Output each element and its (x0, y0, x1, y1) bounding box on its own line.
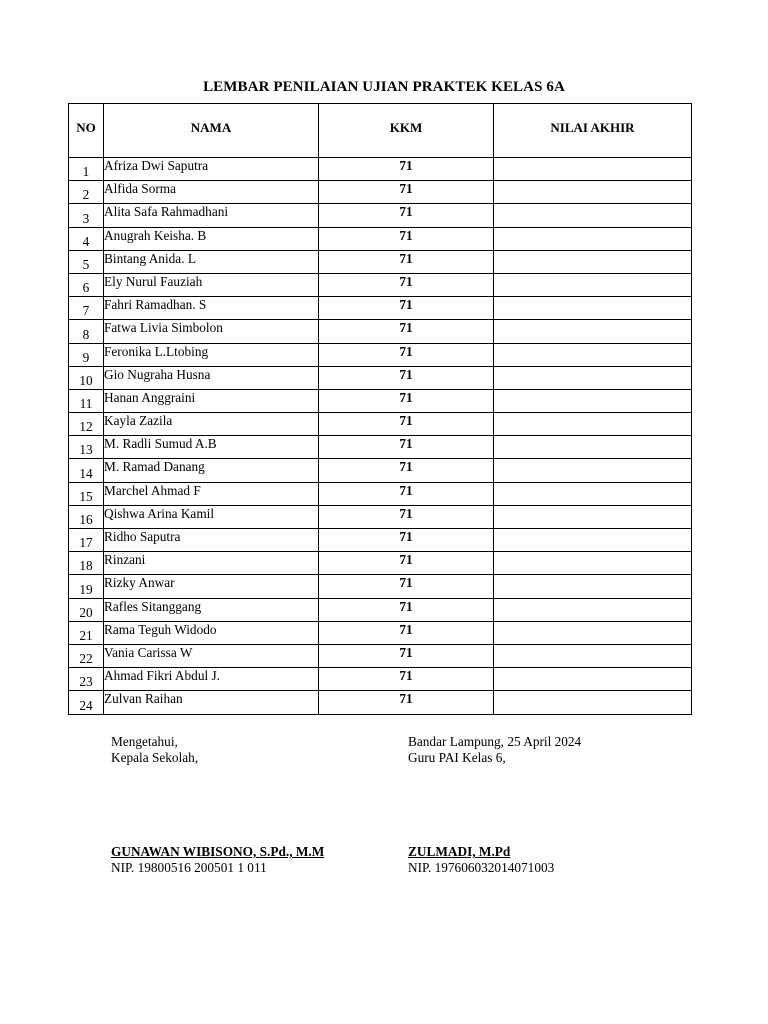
table-header-row (69, 104, 692, 158)
final-score-cell (494, 343, 692, 366)
row-number: 2 (69, 181, 104, 204)
final-score-cell (494, 250, 692, 273)
final-score-cell (494, 158, 692, 181)
kkm-value: 71 (319, 505, 494, 528)
signature-block-principal (111, 734, 324, 875)
row-number: 20 (69, 598, 104, 621)
header-kkm: KKM (319, 104, 494, 158)
row-number: 9 (69, 343, 104, 366)
kkm-value: 71 (319, 366, 494, 389)
row-number: 4 (69, 227, 104, 250)
signature-block-teacher (408, 734, 581, 875)
kkm-value: 71 (319, 459, 494, 482)
header-nama: NAMA (104, 104, 319, 158)
student-name: Alita Safa Rahmadhani (104, 204, 319, 227)
table-row (69, 227, 692, 250)
table-row (69, 691, 692, 714)
kkm-value: 71 (319, 389, 494, 412)
grade-table (68, 103, 692, 715)
table-row (69, 366, 692, 389)
row-number: 22 (69, 644, 104, 667)
table-row (69, 482, 692, 505)
student-name: Fahri Ramadhan. S (104, 297, 319, 320)
table-row (69, 250, 692, 273)
student-name: Rinzani (104, 552, 319, 575)
row-number: 5 (69, 250, 104, 273)
row-number: 13 (69, 436, 104, 459)
kkm-value: 71 (319, 204, 494, 227)
table-row (69, 459, 692, 482)
final-score-cell (494, 644, 692, 667)
final-score-cell (494, 273, 692, 296)
kkm-value: 71 (319, 529, 494, 552)
principal-name: GUNAWAN WIBISONO, S.Pd., M.M (111, 844, 325, 859)
principal-nip: NIP. 19800516 200501 1 011 (111, 859, 267, 875)
table-row (69, 389, 692, 412)
final-score-cell (494, 459, 692, 482)
row-number: 14 (69, 459, 104, 482)
student-name: M. Ramad Danang (104, 459, 319, 482)
header-no: NO (69, 104, 104, 158)
final-score-cell (494, 436, 692, 459)
student-name: Afriza Dwi Saputra (104, 158, 319, 181)
header-nilai-akhir: NILAI AKHIR (494, 104, 692, 158)
final-score-cell (494, 482, 692, 505)
student-name: M. Radli Sumud A.B (104, 436, 319, 459)
row-number: 10 (69, 366, 104, 389)
kkm-value: 71 (319, 644, 494, 667)
row-number: 17 (69, 529, 104, 552)
table-row (69, 343, 692, 366)
kkm-value: 71 (319, 668, 494, 691)
table-row (69, 158, 692, 181)
final-score-cell (494, 552, 692, 575)
final-score-cell (494, 668, 692, 691)
final-score-cell (494, 691, 692, 714)
table-row (69, 320, 692, 343)
kkm-value: 71 (319, 320, 494, 343)
row-number: 8 (69, 320, 104, 343)
principal-role: Kepala Sekolah, (111, 749, 199, 765)
student-name: Rafles Sitanggang (104, 598, 319, 621)
table-row (69, 505, 692, 528)
kkm-value: 71 (319, 343, 494, 366)
teacher-name: ZULMADI, M.Pd (408, 844, 511, 859)
row-number: 19 (69, 575, 104, 598)
table-row (69, 529, 692, 552)
kkm-value: 71 (319, 413, 494, 436)
kkm-value: 71 (319, 227, 494, 250)
final-score-cell (494, 621, 692, 644)
row-number: 15 (69, 482, 104, 505)
kkm-value: 71 (319, 436, 494, 459)
table-row (69, 575, 692, 598)
row-number: 16 (69, 505, 104, 528)
final-score-cell (494, 297, 692, 320)
table-row (69, 621, 692, 644)
student-name: Ridho Saputra (104, 529, 319, 552)
student-name: Fatwa Livia Simbolon (104, 320, 319, 343)
kkm-value: 71 (319, 691, 494, 714)
student-name: Ahmad Fikri Abdul J. (104, 668, 319, 691)
row-number: 1 (69, 158, 104, 181)
final-score-cell (494, 529, 692, 552)
kkm-value: 71 (319, 621, 494, 644)
student-name: Vania Carissa W (104, 644, 319, 667)
student-name: Bintang Anida. L (104, 250, 319, 273)
table-row (69, 598, 692, 621)
kkm-value: 71 (319, 250, 494, 273)
table-row (69, 552, 692, 575)
table-row (69, 644, 692, 667)
student-name: Marchel Ahmad F (104, 482, 319, 505)
final-score-cell (494, 181, 692, 204)
row-number: 11 (69, 389, 104, 412)
document-title: LEMBAR PENILAIAN UJIAN PRAKTEK KELAS 6A (203, 79, 565, 95)
row-number: 12 (69, 413, 104, 436)
table-row (69, 436, 692, 459)
student-name: Rizky Anwar (104, 575, 319, 598)
student-name: Kayla Zazila (104, 413, 319, 436)
row-number: 18 (69, 552, 104, 575)
final-score-cell (494, 505, 692, 528)
kkm-value: 71 (319, 181, 494, 204)
kkm-value: 71 (319, 598, 494, 621)
kkm-value: 71 (319, 158, 494, 181)
row-number: 24 (69, 691, 104, 714)
table-row (69, 297, 692, 320)
student-name: Alfida Sorma (104, 181, 319, 204)
final-score-cell (494, 598, 692, 621)
student-name: Qishwa Arina Kamil (104, 505, 319, 528)
row-number: 23 (69, 668, 104, 691)
student-name: Hanan Anggraini (104, 389, 319, 412)
table-row (69, 273, 692, 296)
kkm-value: 71 (319, 552, 494, 575)
student-name: Rama Teguh Widodo (104, 621, 319, 644)
acknowledged-label: Mengetahui, (111, 734, 178, 749)
place-date: Bandar Lampung, 25 April 2024 (408, 734, 582, 749)
teacher-role: Guru PAI Kelas 6, (408, 749, 506, 765)
student-name: Gio Nugraha Husna (104, 366, 319, 389)
row-number: 6 (69, 273, 104, 296)
table-row (69, 204, 692, 227)
student-name: Ely Nurul Fauziah (104, 273, 319, 296)
student-name: Anugrah Keisha. B (104, 227, 319, 250)
kkm-value: 71 (319, 482, 494, 505)
final-score-cell (494, 320, 692, 343)
table-body (69, 158, 692, 715)
row-number: 7 (69, 297, 104, 320)
teacher-nip: NIP. 197606032014071003 (408, 859, 555, 875)
row-number: 21 (69, 621, 104, 644)
kkm-value: 71 (319, 297, 494, 320)
table-row (69, 181, 692, 204)
table-row (69, 413, 692, 436)
kkm-value: 71 (319, 575, 494, 598)
kkm-value: 71 (319, 273, 494, 296)
final-score-cell (494, 204, 692, 227)
table-row (69, 668, 692, 691)
row-number: 3 (69, 204, 104, 227)
final-score-cell (494, 575, 692, 598)
final-score-cell (494, 366, 692, 389)
student-name: Feronika L.Ltobing (104, 343, 319, 366)
final-score-cell (494, 227, 692, 250)
student-name: Zulvan Raihan (104, 691, 319, 714)
final-score-cell (494, 389, 692, 412)
final-score-cell (494, 413, 692, 436)
